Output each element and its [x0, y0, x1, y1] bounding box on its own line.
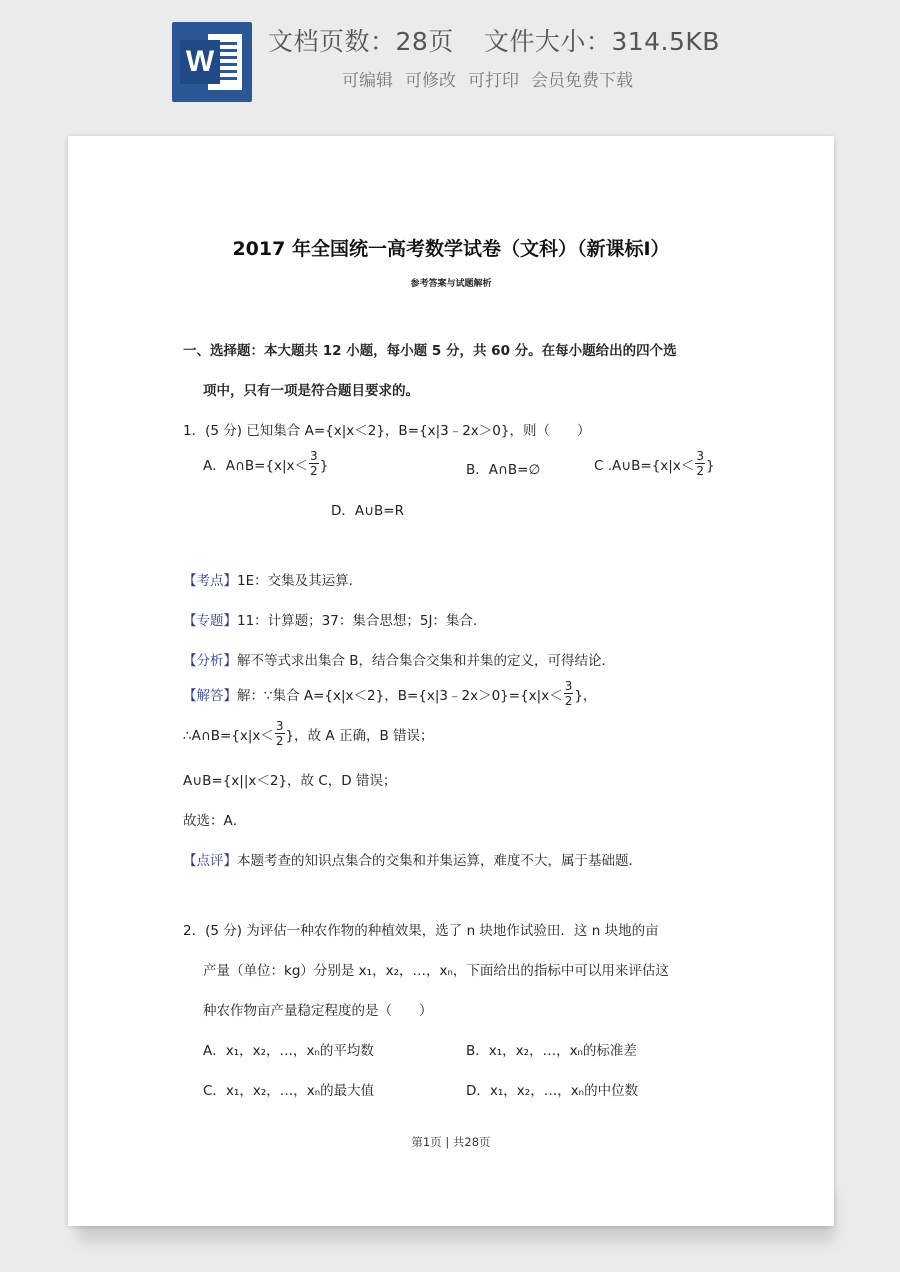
feature-editable: 可编辑	[342, 71, 393, 91]
feature-member-download: 会员免费下载	[531, 71, 633, 91]
document-page	[68, 136, 834, 1226]
question-1-option-a: A．A∩B={x|x＜ $\frac{3}{2}$ }	[203, 448, 329, 478]
question-2-option-d: D．x₁，x₂，…，xₙ的中位数	[466, 1083, 639, 1099]
question-2-option-b: B．x₁，x₂，…，xₙ的标准差	[466, 1043, 637, 1059]
answer-line-2: ∴A∩B={x|x＜ $\frac{3}{2}$ }，故 A 正确，B 错误；	[183, 718, 434, 748]
section-heading-line1: 一、选择题：本大题共 12 小题，每小题 5 分，共 60 分。在每小题给出的四个选	[183, 343, 677, 359]
fraction: $\frac{3}{2}$	[696, 448, 704, 478]
question-1-option-c: C .A∪B={x|x＜ $\frac{3}{2}$ }	[594, 448, 715, 478]
question-1-option-d: D．A∪B=R	[331, 503, 404, 519]
page-footer: 第1页 | 共28页	[411, 1135, 491, 1149]
fenxi-tag: 【分析】	[183, 653, 237, 669]
answer-kaodian: 【考点】1E：交集及其运算．	[183, 573, 363, 589]
feature-list	[342, 66, 633, 91]
file-info	[268, 22, 720, 58]
question-1-option-b: B．A∩B=∅	[466, 462, 541, 478]
document-subtitle: 参考答案与试题解析	[410, 279, 492, 289]
word-document-icon: W	[172, 22, 252, 102]
fraction: $\frac{3}{2}$	[310, 448, 318, 478]
zhuanti-tag: 【专题】	[183, 613, 237, 629]
question-2-option-a: A．x₁，x₂，…，xₙ的平均数	[203, 1043, 374, 1059]
feature-modifiable: 可修改	[405, 71, 456, 91]
jieda-tag: 【解答】	[183, 688, 237, 704]
file-size-text: 文件大小：314.5KB	[483, 27, 720, 56]
dianping-tag: 【点评】	[183, 853, 237, 869]
download-banner	[0, 0, 900, 118]
answer-jieda: 【解答】解：∵集合 A={x|x＜2}，B={x|3﹣2x＞0}={x|x＜ $\frac{3}{2}$ }，	[183, 678, 597, 708]
fraction: $\frac{3}{2}$	[275, 718, 284, 748]
feature-printable: 可打印	[468, 71, 519, 91]
question-1-stem: 1．(5 分) 已知集合 A={x|x＜2}，B={x|3﹣2x＞0}，则（ ）	[183, 423, 591, 439]
kaodian-tag: 【考点】	[183, 573, 237, 589]
answer-zhuanti: 【专题】11：计算题；37：集合思想；5J：集合．	[183, 613, 487, 629]
answer-line-3: A∪B={x||x＜2}，故 C，D 错误；	[183, 773, 397, 789]
question-2-line1: 2．(5 分) 为评估一种农作物的种植效果，选了 n 块地作试验田．这 n 块地的亩	[183, 923, 659, 939]
question-2-option-c: C．x₁，x₂，…，xₙ的最大值	[203, 1083, 375, 1099]
question-2-line2: 产量（单位：kg）分别是 x₁，x₂，…，xₙ，下面给出的指标中可以用来评估这	[203, 963, 669, 979]
section-heading-line2: 项中，只有一项是符合题目要求的。	[203, 383, 419, 399]
question-2-line3: 种农作物亩产量稳定程度的是（ ）	[203, 1003, 433, 1019]
answer-line-4: 故选：A．	[183, 813, 247, 829]
document-title: 2017 年全国统一高考数学试卷（文科）（新课标Ⅰ）	[232, 238, 670, 260]
page-count-text: 文档页数：28页	[268, 27, 454, 56]
fraction: $\frac{3}{2}$	[564, 678, 573, 708]
answer-dianping: 【点评】本题考查的知识点集合的交集和并集运算，难度不大，属于基础题．	[183, 853, 642, 869]
answer-fenxi: 【分析】解不等式求出集合 B，结合集合交集和并集的定义，可得结论．	[183, 653, 616, 669]
